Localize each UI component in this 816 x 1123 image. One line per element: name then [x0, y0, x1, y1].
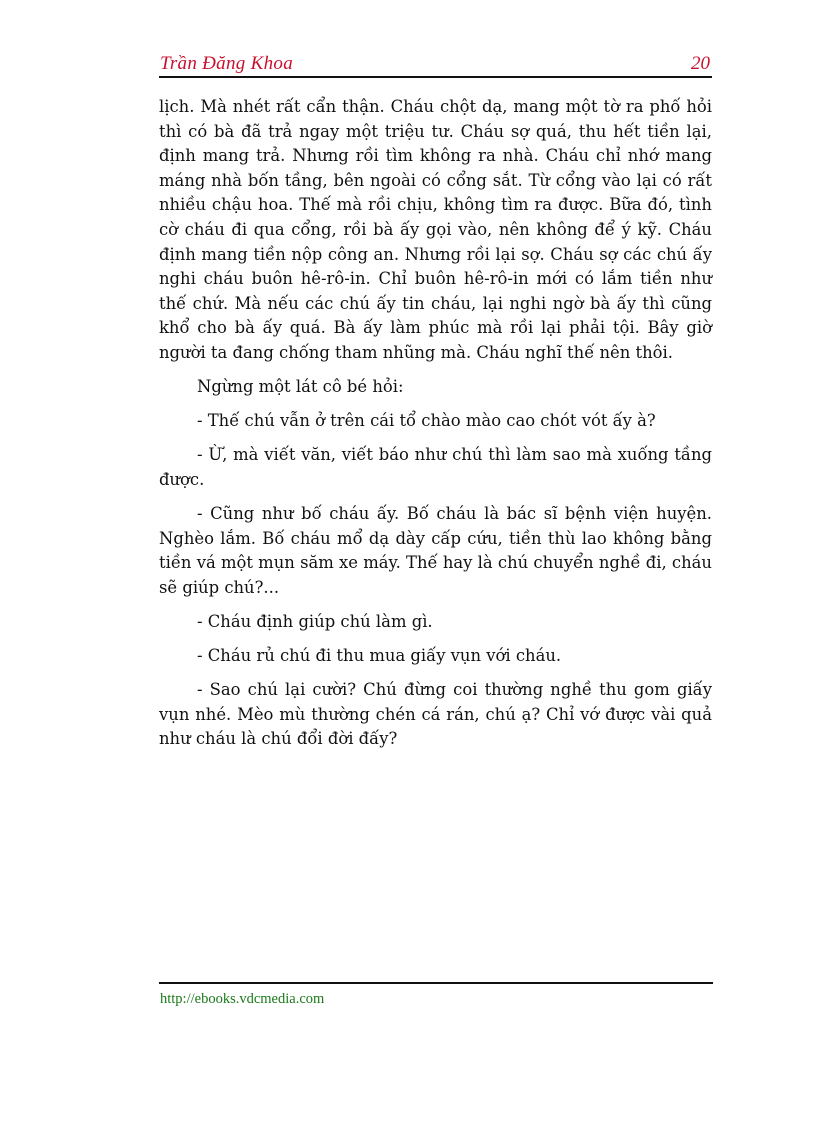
paragraph: - Thế chú vẫn ở trên cái tổ chào mào cao chót vót ấy à? — [197, 411, 656, 431]
paragraph: - Sao chú lại cười? Chú đừng coi thường nghề thu gom giấy vụn nhé. Mèo mù thường chén cá rán, chú ạ? Chỉ vớ được vài quả như cháu là chú đổi đời đấy? — [159, 679, 712, 749]
header-author: Trần Đăng Khoa — [160, 53, 294, 74]
paragraph: - Cháu rủ chú đi thu mua giấy vụn với cháu. — [197, 645, 562, 665]
page-header — [159, 52, 712, 78]
page-content — [159, 95, 712, 761]
page-number: 20 — [691, 53, 710, 74]
paragraph: - Cháu định giúp chú làm gì. — [197, 611, 433, 631]
footer-link[interactable]: http://ebooks.vdcmedia.com — [160, 991, 325, 1007]
paragraph: lịch. Mà nhét rất cẩn thận. Cháu chột dạ, mang một tờ ra phố hỏi thì có bà đã trả ngay một triệu tư. Cháu sợ quá, thu hết tiền lại, định mang trả. Nhưng rồi tìm không ra nhà. Cháu chỉ nhớ mang máng nhà bốn tầng, bên ngoài có cổng sắt. Từ cổng vào lại có rất nhiều chậu hoa. Thế mà rồi chịu, không tìm ra được. Bữa đó, tình cờ cháu đi qua cổng, rồi bà ấy gọi vào, nên không để ý kỹ. Cháu định mang tiền nộp công an. Nhưng rồi lại sợ. Cháu sợ các chú ấy nghi cháu buôn hê-rô-in. Chỉ buôn hê-rô-in mới có lắm tiền như thế chứ. Mà nếu các chú ấy tin cháu, lại nghi ngờ bà ấy thì cũng khổ cho bà ấy quá. Bà ấy làm phúc mà rồi lại phải tội. Bây giờ người ta đang chống tham nhũng mà. Cháu nghĩ thế nên thôi. — [159, 97, 712, 362]
paragraph: - Ừ, mà viết văn, viết báo như chú thì làm sao mà xuống tầng được. — [159, 445, 712, 489]
paragraph: Ngừng một lát cô bé hỏi: — [197, 377, 404, 397]
paragraph: - Cũng như bố cháu ấy. Bố cháu là bác sĩ bệnh viện huyện. Nghèo lắm. Bố cháu mổ dạ dày cấp cứu, tiền thù lao không bằng tiền vá một mụn săm xe máy. Thế hay là chú chuyển nghề đi, cháu sẽ giúp chú?... — [159, 503, 712, 597]
footer-divider — [159, 982, 713, 984]
